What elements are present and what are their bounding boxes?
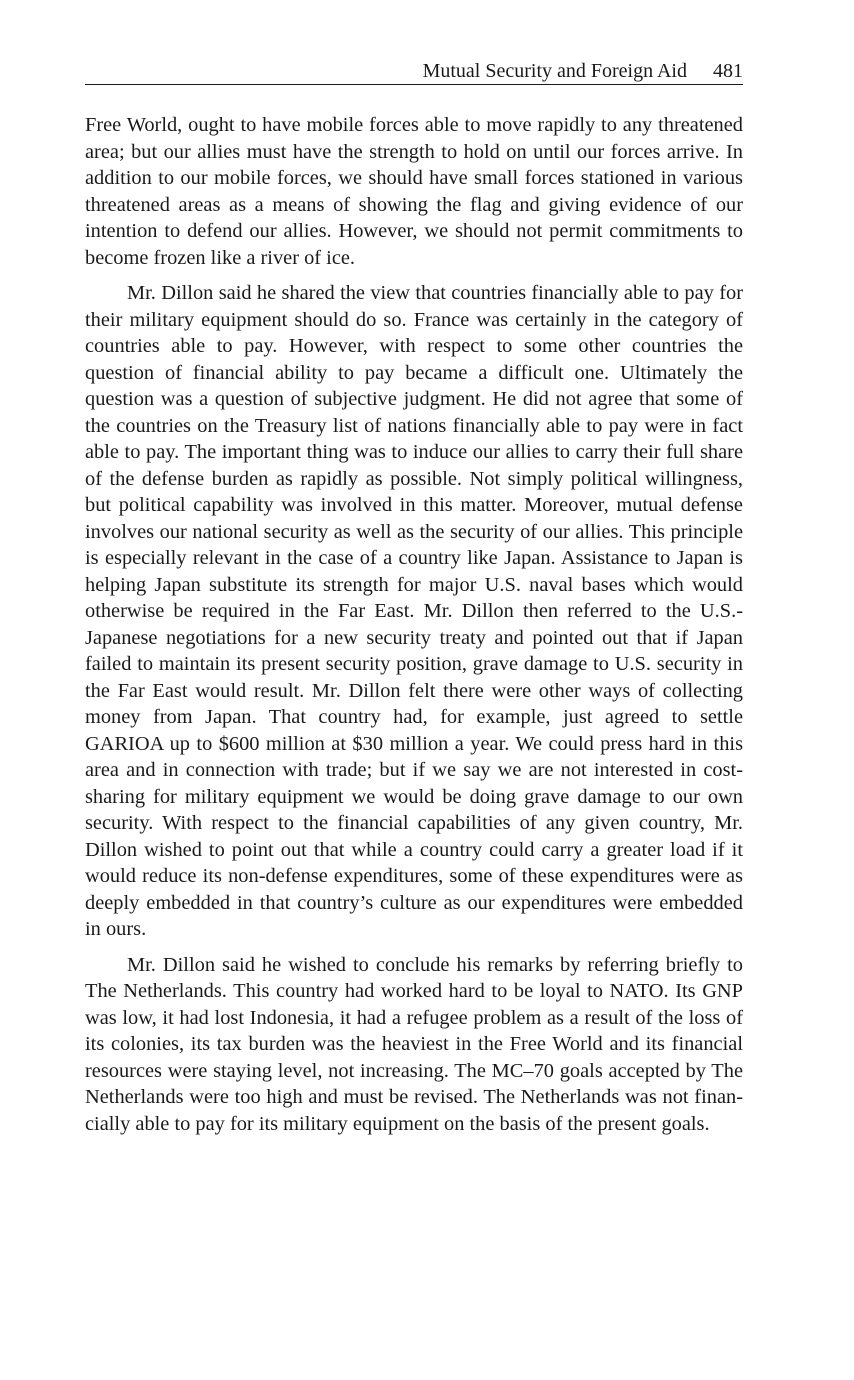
paragraph-continuation: Free World, ought to have mobile forces able to move rapidly to any threatened area; but our allies must have the strength to hold on until our forces arrive. In addition to our mobile forces, we should have small forces stationed in various threatened areas as a means of showing the flag and giving evidence of our intention to defend our allies. However, we should not permit commitments to become frozen like a river of ice. [85, 114, 743, 269]
paragraph-dillon-netherlands: Mr. Dillon said he wished to conclude his remarks by referring briefly to The Netherlands. This country had worked hard to be loyal to NATO. Its GNP was low, it had lost Indonesia, it had a refugee problem as a result of the loss of its colonies, its tax burden was the heaviest in the Free World and its financial resources were staying level, not increasing. The MC–70 goals accepted by The Netherlands were too high and must be revised. The Netherlands was not financially able to pay for its military equipment on the basis of the present goals. [85, 953, 743, 1135]
running-head: Mutual Security and Foreign Aid [422, 60, 687, 82]
page-header [85, 58, 743, 85]
page-body [85, 112, 743, 1146]
page-number: 481 [713, 60, 743, 82]
paragraph-dillon-financial-ability: Mr. Dillon said he shared the view that countries financially able to pay for their military equipment should do so. France was certainly in the category of countries able to pay. However, with respect to some other countries the question of financial ability to pay became a difficult one. Ultimately the question was a question of subjective judgment. He did not agree that some of the countries on the Treasury list of nations financially able to pay were in fact able to pay. The important thing was to induce our allies to carry their full share of the defense burden as rapidly as possible. Not simply political willingness, but political capability was involved in this matter. Moreover, mutual defense involves our national security as well as the security of our allies. This principle is especially relevant in the case of a country like Japan. Assistance to Japan is helping Japan substitute its strength for major U.S. naval bases which would otherwise be required in the Far East. Mr. Dillon then referred to the U.S.-Japanese negotiations for a new security treaty and pointed out that if Japan failed to maintain its present security position, grave damage to U.S. security in the Far East would result. Mr. Dillon felt there were other ways of collecting money from Japan. That country had, for example, just agreed to settle GARIOA up to $600 million at $30 million a year. We could press hard in this area and in connection with trade; but if we say we are not interested in cost-sharing for military equipment we would be doing grave damage to our own security. With respect to the financial capabilities of any given country, Mr. Dillon wished to point out that while a country could carry a greater load if it would reduce its non-defense expenditures, some of these expenditures were as deeply embedded in that country’s culture as our expenditures were embedded in ours. [85, 282, 743, 940]
